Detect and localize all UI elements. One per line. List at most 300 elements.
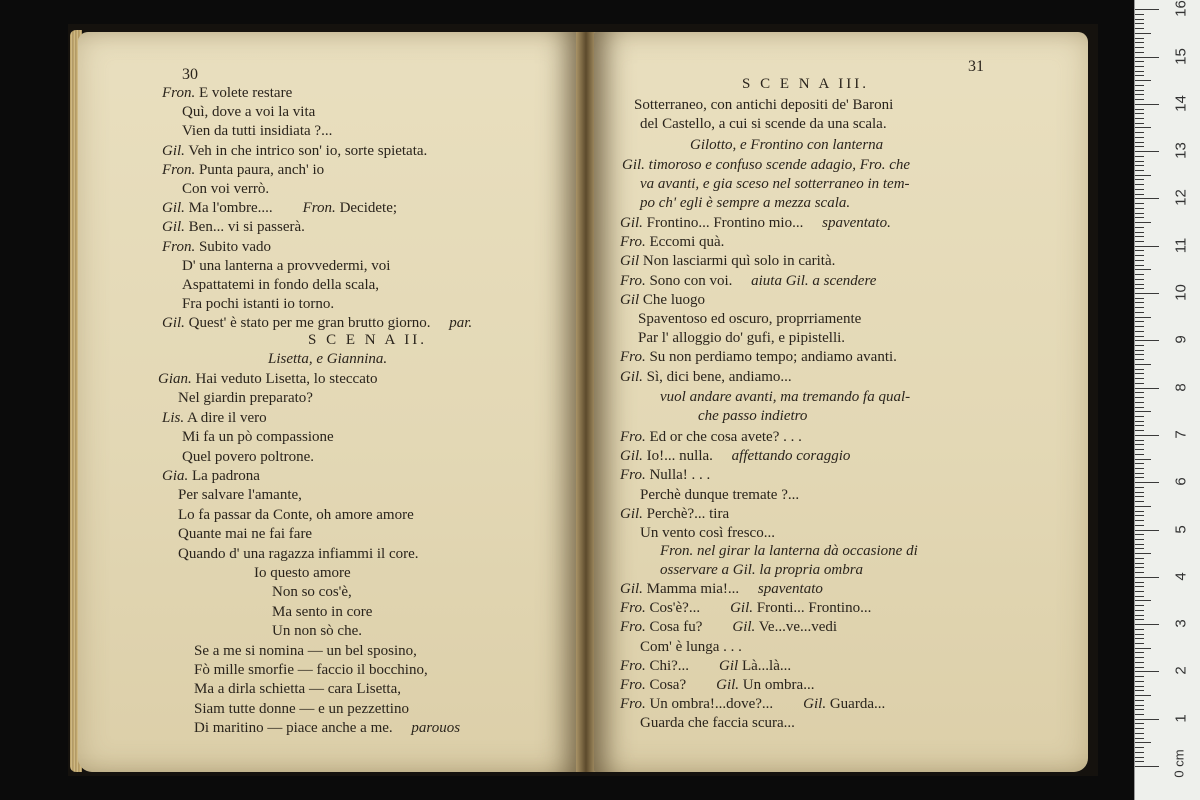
ruler-tick [1135,487,1144,488]
ruler-tick [1135,217,1144,218]
ruler-tick [1135,610,1144,611]
line-text: Un ombra!...dove?... [645,696,774,713]
ruler-tick [1135,648,1151,649]
stage-direction: po ch' egli è sempre a mezza scala. [640,195,851,211]
ruler-number: 7 [1172,430,1190,439]
ruler-tick [1135,619,1144,620]
scene-setting: Sotterraneo, con antichi depositi de' Baroni [634,97,894,113]
text-line [254,564,351,583]
text-line [182,180,269,199]
ruler-number: 1 [1172,714,1190,723]
speaker-label: Gia. [162,468,189,484]
ruler-tick [1135,14,1144,15]
line-text: Con voi verrò. [182,181,270,197]
speaker-label: Gil. [620,215,643,231]
line-text: Che luogo [639,291,706,308]
line-text: Quel povero poltrone. [182,448,315,465]
line-gap [700,600,730,616]
line-text: Mi fa un pò compassione [182,429,334,446]
line-text: Fra pochi istanti io torno. [182,296,335,313]
line-gap [803,215,818,231]
ruler-tick [1135,752,1144,753]
page-number: 30 [182,66,198,83]
ruler-tick [1135,113,1144,114]
ruler-tick [1135,425,1144,426]
text-line [640,714,795,733]
ruler-tick [1135,591,1144,592]
text-line [620,466,710,485]
line-text: A dire il vero [184,409,267,426]
ruler-tick [1135,127,1151,128]
text-line [182,257,390,276]
ruler-number: 2 [1172,666,1190,676]
line-text: Ma l'ombre.... [184,200,273,217]
text-line [620,428,802,447]
line-text: Non lasciarmi quì solo in carità. [639,253,836,270]
ruler-tick [1135,255,1144,256]
stage-direction: va avanti, e gia sceso nel sotterraneo in tem- [640,176,910,192]
ruler-tick [1135,383,1144,384]
text-line [620,233,724,252]
text-line [162,314,472,333]
ruler-number: 15 [1172,47,1190,65]
ruler-tick [1135,416,1144,417]
ruler-tick [1135,638,1144,639]
ruler-tick [1135,676,1144,677]
ruler-tick [1135,246,1159,247]
line-text: Sono con voi. [645,272,733,289]
ruler-tick [1135,184,1144,185]
ruler-tick [1135,326,1144,327]
line-text: Aspattatemi in fondo della scala, [182,277,380,293]
ruler-tick [1135,662,1144,663]
ruler-tick [1135,553,1151,554]
line-text: Guarda che faccia scura... [640,715,795,732]
ruler-tick [1135,525,1144,526]
speaker-label: Fro. [620,657,646,674]
ruler-tick [1135,539,1144,540]
book-gutter [576,32,596,772]
ruler-tick [1135,643,1144,644]
text-line [620,291,705,310]
text-line [162,218,305,237]
stage-direction: aiuta Gil. a scendere [747,272,877,289]
ruler-tick [1135,709,1144,710]
text-line [640,638,742,657]
line-text: Fronti... Frontino... [753,600,872,617]
stage-direction: Gil. timoroso e confuso scende adagio, Fro. che [622,157,911,173]
line-text: Guarda... [826,696,886,713]
speaker-label: Gil [620,253,640,270]
ruler-tick [1135,57,1159,58]
speaker-label: Gil. [162,200,185,217]
line-text: Ben... vi si passerà. [184,219,305,236]
text-line [182,295,334,314]
ruler-tick [1135,293,1159,294]
ruler-tick [1135,179,1144,180]
ruler-tick [1135,515,1144,516]
line-text: Sì, dici bene, andiamo... [642,368,792,385]
text-line [178,486,302,505]
ruler-tick [1135,208,1144,209]
ruler-tick [1135,586,1144,587]
line-text: Chi?... [645,657,690,674]
line-text: Lo fa passar da Conte, oh amore amore [178,506,414,523]
text-line [620,505,729,524]
ruler-tick [1135,364,1151,365]
ruler-tick [1135,430,1144,431]
line-gap [273,200,303,216]
line-text: Un ombra... [739,677,815,693]
speaker-label: Gil. [620,581,643,597]
page-number: 31 [968,58,984,75]
ruler-tick [1135,728,1144,729]
ruler-number: 10 [1172,284,1190,301]
ruler-tick [1135,738,1144,739]
ruler-tick [1135,723,1144,724]
line-gap [393,720,408,736]
ruler-tick [1135,463,1144,464]
ruler-tick [1135,407,1144,408]
line-gap [732,273,747,289]
ruler-tick [1135,321,1144,322]
ruler-tick [1135,686,1144,687]
text-line [194,700,409,719]
ruler-tick [1135,340,1159,341]
ruler-tick [1135,61,1144,62]
speaker-label: Gil [719,657,739,674]
line-text: Hai veduto Lisetta, lo steccato [191,371,378,387]
ruler-tick [1135,75,1144,76]
ruler-tick [1135,605,1144,606]
line-text: Quest' è stato per me gran brutto giorno. [184,315,431,332]
line-gap [702,619,732,635]
ruler-tick [1135,402,1144,403]
ruler-tick [1135,359,1144,360]
ruler-tick [1135,203,1144,204]
ruler-tick [1135,440,1144,441]
ruler-tick [1135,577,1159,578]
ruler-number: 8 [1172,382,1190,392]
line-text: Un vento così fresco... [640,525,775,541]
line-text: D' una lanterna a provvedermi, voi [182,257,391,274]
line-text: Veh in che intrico son' io, sorte spietata. [184,142,428,159]
scene-characters: Lisetta, e Giannina. [268,351,388,367]
text-line [162,161,324,180]
line-text: Un non sò che. [272,623,362,640]
ruler-tick [1135,236,1144,237]
ruler-tick [1135,473,1144,474]
ruler-number: 9 [1172,335,1190,344]
speaker-label: Fron. [162,161,196,178]
ruler-tick [1135,28,1144,29]
text-line [194,661,428,680]
text-line [620,214,891,233]
ruler-tick [1135,19,1144,20]
ruler-tick [1135,596,1144,597]
line-text: Cos'è?... [645,600,701,617]
ruler-tick [1135,667,1144,668]
ruler-number: 16 [1172,0,1190,18]
speaker-label: Gil. [732,619,756,636]
line-gap [773,696,803,712]
ruler-tick [1135,615,1144,616]
speaker-label: Gil [620,291,640,308]
ruler-tick [1135,350,1144,351]
line-text: Vien da tutti insidiata ?... [182,123,333,140]
ruler-tick [1135,94,1144,95]
ruler-tick [1135,454,1144,455]
ruler-tick [1135,85,1144,86]
ruler-tick [1135,99,1144,100]
ruler-tick [1135,468,1144,469]
line-text: Eccomi quà. [645,234,725,251]
line-text: E volete restare [195,85,293,101]
ruler-tick [1135,482,1159,483]
text-line [162,467,260,486]
ruler-tick [1135,733,1144,734]
ruler-tick [1135,90,1144,91]
speaker-label: Gil. [730,600,753,617]
ruler-number: 13 [1172,142,1190,159]
ruler-tick [1135,175,1151,176]
speaker-label: Gil. [620,368,643,385]
text-line [182,428,334,447]
line-text: La padrona [188,468,260,484]
ruler-tick [1135,47,1144,48]
ruler-tick [1135,336,1144,337]
ruler-tick [1135,146,1144,147]
speaker-label: Fron. [162,238,196,255]
ruler-tick [1135,260,1144,261]
ruler-tick [1135,52,1144,53]
text-line [194,642,417,661]
line-text: Cosa fu? [645,619,703,636]
ruler-number: 5 [1172,524,1190,534]
ruler-tick [1135,624,1159,625]
ruler-tick [1135,511,1144,512]
ruler-tick [1135,534,1144,535]
ruler-tick [1135,544,1144,545]
ruler-tick [1135,250,1144,251]
text-line [272,603,372,622]
ruler-tick [1135,373,1144,374]
text-line [182,103,315,122]
text-line [162,142,427,161]
ruler-tick [1135,104,1159,105]
speaker-label: Gil. [162,142,185,159]
ruler-tick [1135,444,1144,445]
text-line [640,524,775,543]
line-text: Su non perdiamo tempo; andiamo avanti. [645,349,897,366]
speaker-label: Gian. [158,371,192,387]
scene-setting: del Castello, a cui si scende da una scala. [640,116,887,132]
text-line [620,447,850,466]
ruler-tick [1135,567,1144,568]
ruler-tick [1135,657,1144,658]
ruler-number: 11 [1172,237,1190,253]
ruler-tick [1135,496,1144,497]
line-text: Mamma mia!... [642,581,740,597]
ruler-tick [1135,213,1144,214]
ruler-tick [1135,284,1144,285]
line-text: Ve...ve...vedi [755,619,838,636]
line-text: Frontino... Frontino mio... [642,215,804,231]
text-line [620,695,885,714]
line-gap [739,581,754,597]
line-text: Com' è lunga . . . [640,638,742,655]
text-line [158,370,378,389]
ruler-tick [1135,705,1144,706]
line-text: Perchè?... tira [642,505,730,522]
ruler-tick [1135,757,1144,758]
ruler-tick [1135,42,1144,43]
line-gap [689,658,719,674]
speaker-label: Lis. [162,409,185,426]
line-text: Subito vado [195,238,272,255]
ruler-tick [1135,232,1144,233]
ruler-tick [1135,629,1144,630]
line-gap [686,677,716,693]
ruler-tick [1135,435,1159,436]
stage-direction: Fron. nel girar la lanterna dà occasione di [660,543,918,559]
text-line [638,329,845,348]
ruler-tick [1135,288,1144,289]
ruler-tick [1135,307,1144,308]
text-line [182,448,314,467]
speaker-label: Fro. [620,272,646,289]
text-line [178,545,419,564]
ruler-tick [1135,392,1144,393]
ruler-tick [1135,265,1144,266]
ruler-tick [1135,530,1159,531]
scene-title: S C E N A III. [742,76,870,92]
text-line [178,389,313,408]
ruler-tick [1135,354,1144,355]
speaker-label: Fro. [620,696,646,713]
ruler-tick [1135,9,1159,10]
speaker-label: Fro. [620,600,646,617]
ruler-tick [1135,681,1144,682]
ruler-tick [1135,671,1159,672]
ruler-tick [1135,378,1144,379]
speaker-label: Fro. [620,429,646,445]
text-line [620,368,792,387]
line-text: Ed or che cosa avete? . . . [645,429,802,445]
ruler-tick [1135,298,1144,299]
speaker-label: Fro. [620,349,646,366]
ruler-tick [1135,600,1151,601]
speaker-label: Fron. [302,200,336,217]
stage-direction: osservare a Gil. la propria ombra [660,562,864,578]
ruler-tick [1135,761,1144,762]
ruler-tick [1135,241,1144,242]
line-text: Quando d' una ragazza infiammi il core. [178,545,419,562]
ruler-tick [1135,161,1144,162]
text-line [194,680,401,699]
ruler-tick [1135,700,1144,701]
stage-direction: parouos [407,720,461,737]
line-text: Fò mille smorfie — faccio il bocchino, [194,662,428,678]
ruler-number: 3 [1172,619,1190,628]
ruler-tick [1135,411,1151,412]
ruler-tick [1135,369,1144,370]
line-text: Io questo amore [254,565,351,581]
speaker-label: Gil. [162,219,185,236]
ruler-tick [1135,520,1144,521]
speaker-label: Fro. [620,677,646,693]
speaker-label: Gil. [620,448,643,465]
text-line [178,525,312,544]
ruler-tick [1135,302,1144,303]
ruler-tick [1135,397,1144,398]
line-gap [430,315,445,331]
line-text: Quante mai ne fai fare [178,526,313,543]
speaker-label: Fro. [620,619,646,636]
ruler-tick [1135,558,1144,559]
text-line [182,122,332,141]
ruler-tick [1135,33,1151,34]
text-line [620,599,871,618]
ruler-unit: 0 cm [1171,749,1187,778]
speaker-label: Fro. [620,467,646,484]
line-text: Là...là... [738,657,792,674]
line-text: Spaventoso ed oscuro, proprriamente [638,311,862,327]
text-line [620,252,835,271]
line-text: Io!... nulla. [642,448,713,465]
stage-direction: che passo indietro [698,408,808,424]
ruler-tick [1135,572,1144,573]
line-text: Par l' alloggio do' gufi, e pipistelli. [638,330,846,347]
text-line [272,622,362,641]
text-line [620,618,837,637]
ruler-tick [1135,421,1144,422]
speaker-label: Gil. [620,505,643,522]
ruler-tick [1135,151,1159,152]
speaker-label: Fron. [162,85,196,101]
ruler-tick [1135,548,1144,549]
ruler-tick [1135,714,1144,715]
text-line [162,84,292,103]
ruler-tick [1135,165,1144,166]
ruler-tick [1135,170,1144,171]
ruler-tick [1135,279,1144,280]
text-line [162,199,397,218]
ruler-tick [1135,137,1144,138]
ruler-number: 6 [1172,477,1190,486]
ruler-tick [1135,132,1144,133]
ruler-tick [1135,23,1144,24]
speaker-label: Gil. [716,677,740,693]
ruler-tick [1135,563,1144,564]
ruler-tick [1135,189,1144,190]
stage-direction: par. [445,315,473,332]
ruler-tick [1135,345,1144,346]
speaker-label: Fro. [620,234,646,251]
ruler-tick [1135,477,1144,478]
line-text: Cosa? [645,677,687,693]
line-text: Non so cos'è, [272,584,352,601]
line-gap [713,448,728,464]
speaker-label: Gil. [162,315,185,332]
text-line [178,506,414,525]
ruler-tick [1135,156,1144,157]
measuring-ruler [1134,0,1200,800]
ruler-tick [1135,449,1144,450]
ruler-tick [1135,652,1144,653]
ruler-tick [1135,269,1151,270]
text-line [162,238,271,257]
